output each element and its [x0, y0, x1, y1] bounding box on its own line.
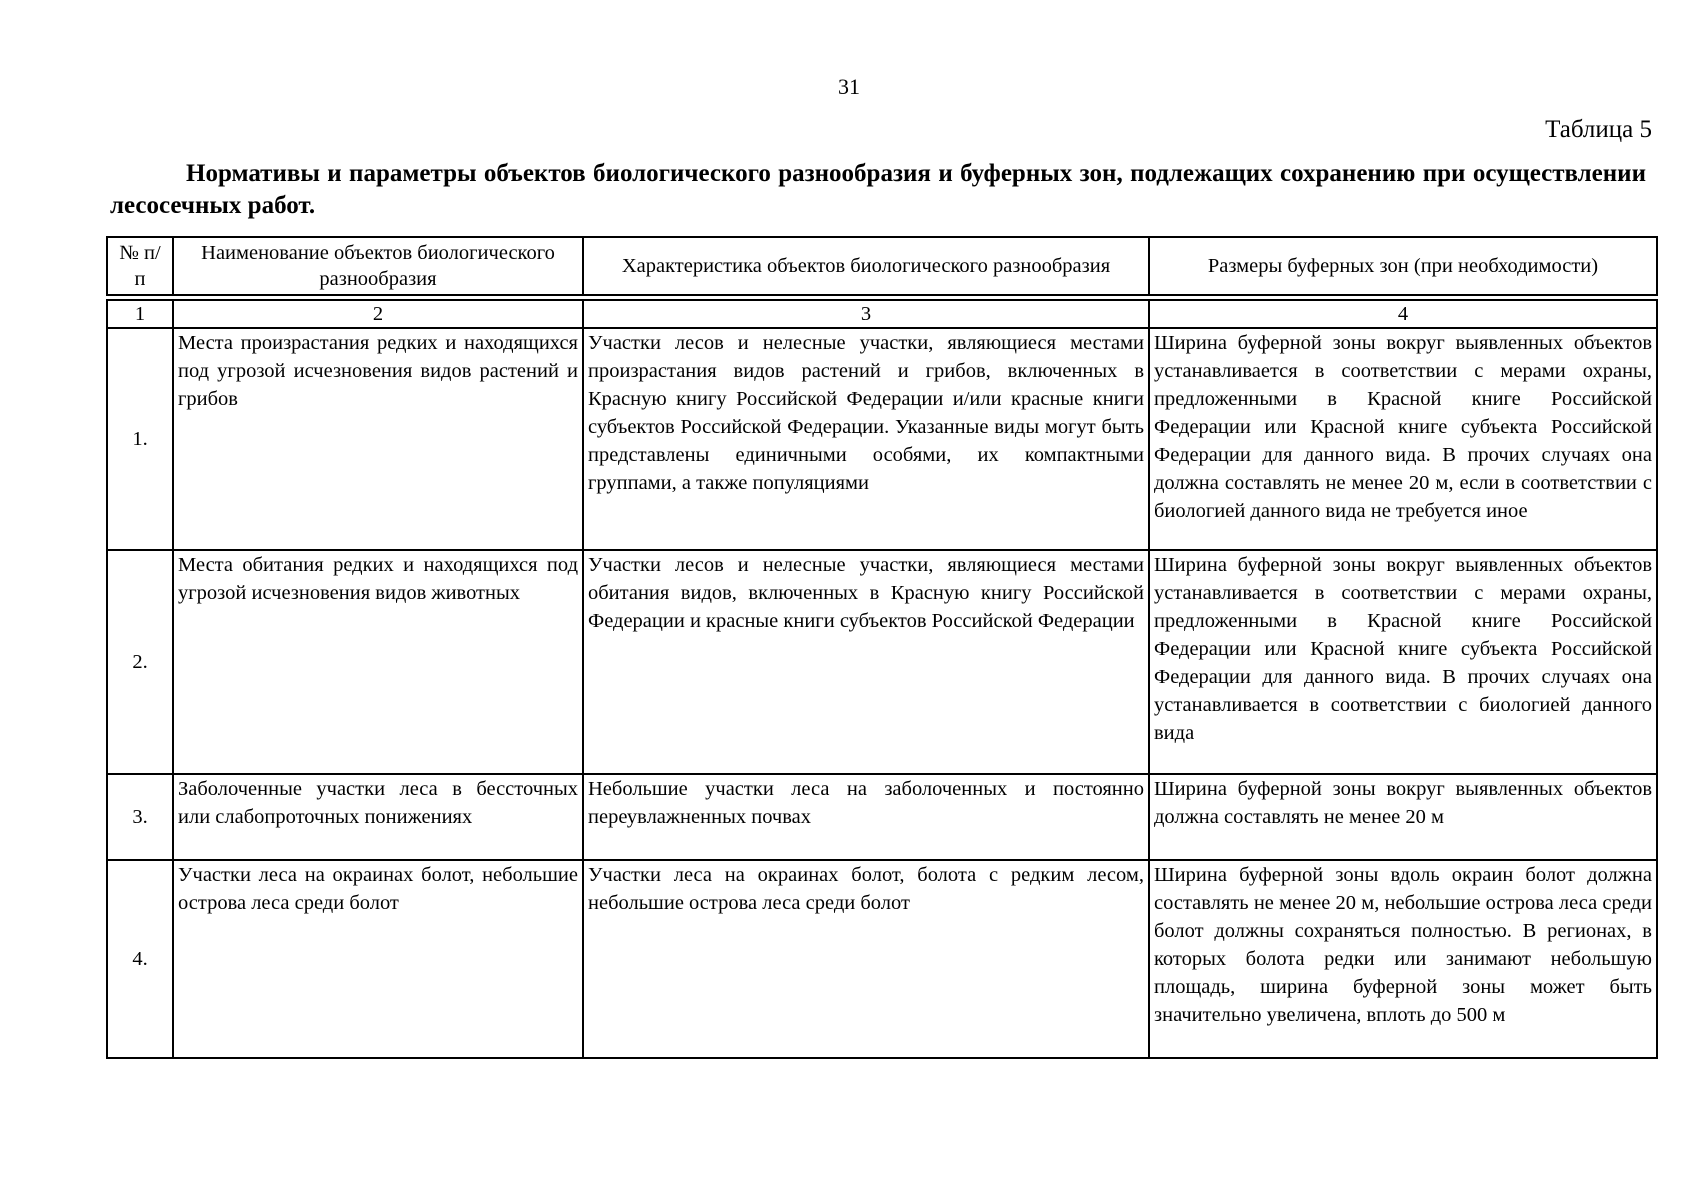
row-buffer: Ширина буферной зоны вокруг выявленных объектов должна составлять не менее 20 м [1149, 774, 1657, 860]
column-number-row [107, 300, 1657, 328]
table-row [107, 860, 1657, 1058]
header-buffer: Размеры буферных зон (при необходимости) [1149, 237, 1657, 295]
row-characteristic: Участки лесов и нелесные участки, являющиеся местами произрастания видов растений и грибов, включенных в Красную книгу Российской Федерации и/или красные книги субъектов Российской Федерации. Указанные виды могут быть представлены единичными особями, их компактными группами, а также популяциями [583, 328, 1149, 550]
column-number: 1 [107, 300, 173, 328]
column-number: 4 [1149, 300, 1657, 328]
row-name: Заболоченные участки леса в бессточных или слабопроточных понижениях [173, 774, 583, 860]
row-characteristic: Небольшие участки леса на заболоченных и постоянно переувлажненных почвах [583, 774, 1149, 860]
row-number: 1. [107, 328, 173, 550]
row-name: Места обитания редких и находящихся под угрозой исчезновения видов животных [173, 550, 583, 774]
row-number: 2. [107, 550, 173, 774]
header-characteristic: Характеристика объектов биологического разнообразия [583, 237, 1149, 295]
column-number: 2 [173, 300, 583, 328]
row-characteristic: Участки леса на окраинах болот, болота с редким лесом, небольшие острова леса среди болот [583, 860, 1149, 1058]
biodiversity-table [106, 236, 1658, 1059]
table-row [107, 774, 1657, 860]
header-name: Наименование объектов биологического разнообразия [173, 237, 583, 295]
row-buffer: Ширина буферной зоны вдоль окраин болот должна составлять не менее 20 м, небольшие острова леса среди болот должны сохраняться полностью. В регионах, в которых болота редки или занимают небольшую площадь, ширина буферной зоны может быть значительно увеличена, вплоть до 500 м [1149, 860, 1657, 1058]
row-buffer: Ширина буферной зоны вокруг выявленных объектов устанавливается в соответствии с мерами охраны, предложенными в Красной книге Российской Федерации или Красной книге субъекта Российской Федерации для данного вида. В прочих случаях она устанавливается в соответствии с биологией данного вида [1149, 550, 1657, 774]
document-title: Нормативы и параметры объектов биологического разнообразия и буферных зон, подлежащих сохранению при осуществлении лесосечных работ. [110, 160, 1646, 219]
header-num: № п/п [107, 237, 173, 295]
table-row [107, 328, 1657, 550]
page-number: 31 [838, 74, 860, 99]
row-number: 4. [107, 860, 173, 1058]
row-characteristic: Участки лесов и нелесные участки, являющиеся местами обитания видов, включенных в Красную книгу Российской Федерации и красные книги субъектов Российской Федерации [583, 550, 1149, 774]
column-number: 3 [583, 300, 1149, 328]
row-name: Места произрастания редких и находящихся под угрозой исчезновения видов растений и грибов [173, 328, 583, 550]
row-number: 3. [107, 774, 173, 860]
table-row [107, 550, 1657, 774]
row-name: Участки леса на окраинах болот, небольшие острова леса среди болот [173, 860, 583, 1058]
header-row [107, 237, 1657, 295]
table-label: Таблица 5 [1545, 116, 1652, 143]
row-buffer: Ширина буферной зоны вокруг выявленных объектов устанавливается в соответствии с мерами охраны, предложенными в Красной книге Российской Федерации или Красной книге субъекта Российской Федерации для данного вида. В прочих случаях она должна составлять не менее 20 м, если в соответствии с биологией данного вида не требуется иное [1149, 328, 1657, 550]
